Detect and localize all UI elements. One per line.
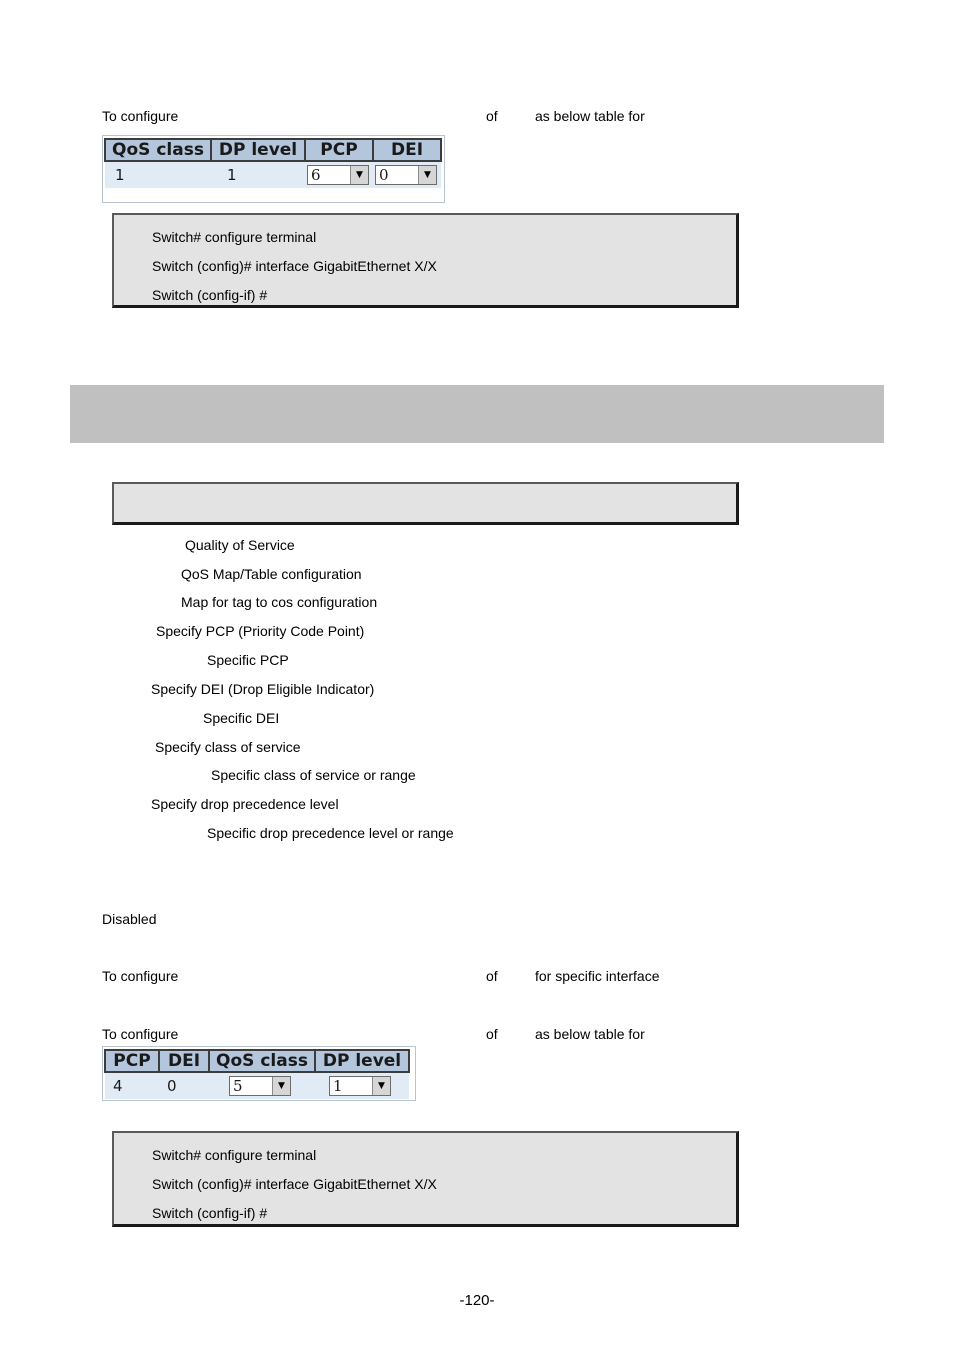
cli-example-box [112, 1131, 739, 1227]
header-dei: DEI [373, 139, 441, 161]
cli-example-box [112, 213, 739, 308]
param-description: QoS Map/Table configuration [181, 566, 362, 582]
qos-class-select[interactable] [229, 1076, 291, 1096]
intro-lead-2: To configure [102, 1026, 179, 1042]
param-description: Specify DEI (Drop Eligible Indicator) [151, 681, 375, 697]
cli-line: Switch (config-if) # [152, 1205, 268, 1221]
intro-lead-1: To configure [102, 108, 179, 124]
intro-tail-2: as below table for [535, 1026, 645, 1042]
param-description: Specify PCP (Priority Code Point) [156, 623, 365, 639]
header-dei: DEI [159, 1050, 209, 1072]
tag-to-cos-table [102, 135, 445, 203]
dei-select-value: 0 [379, 166, 389, 184]
param-description: Specific drop precedence level or range [207, 825, 454, 841]
usage-lead: To configure [102, 968, 179, 984]
header-dp-level: DP level [315, 1050, 409, 1072]
qos-class-select-value: 5 [233, 1077, 243, 1095]
table-row [105, 1072, 409, 1099]
param-description: Specific DEI [203, 710, 280, 726]
header-pcp: PCP [105, 1050, 159, 1072]
cos-to-tag-table [102, 1046, 416, 1101]
cli-line: Switch# configure terminal [152, 229, 317, 245]
cli-line: Switch (config)# interface GigabitEthernet X/X [152, 258, 437, 274]
cell-dei: 0 [159, 1072, 209, 1099]
cli-line: Switch (config-if) # [152, 287, 268, 303]
intro-tail-1: as below table for [535, 108, 645, 124]
dp-level-select-value: 1 [333, 1077, 343, 1095]
command-syntax-box [112, 482, 739, 525]
page-number: -120- [459, 1292, 495, 1309]
dei-select[interactable] [375, 165, 437, 185]
usage-tail: for specific interface [535, 968, 660, 984]
header-qos-class: QoS class [209, 1050, 315, 1072]
cli-line: Switch# configure terminal [152, 1147, 317, 1163]
header-pcp: PCP [305, 139, 373, 161]
dp-level-select[interactable] [329, 1076, 391, 1096]
cell-pcp: 4 [105, 1072, 159, 1099]
cell-qos-class: 1 [105, 161, 211, 188]
dropdown-arrow-icon[interactable]: ▼ [418, 166, 436, 184]
pcp-select[interactable] [307, 165, 369, 185]
default-value: Disabled [102, 911, 157, 927]
pcp-select-value: 6 [311, 166, 321, 184]
param-description: Quality of Service [185, 537, 295, 553]
cell-dp-level: 1 [211, 161, 305, 188]
intro-of-2: of [486, 1026, 498, 1042]
dropdown-arrow-icon[interactable]: ▼ [372, 1077, 390, 1095]
dropdown-arrow-icon[interactable]: ▼ [350, 166, 368, 184]
param-description: Specify class of service [155, 739, 301, 755]
table-row [105, 161, 441, 188]
cli-line: Switch (config)# interface GigabitEthernet X/X [152, 1176, 437, 1192]
header-qos-class: QoS class [105, 139, 211, 161]
dropdown-arrow-icon[interactable]: ▼ [272, 1077, 290, 1095]
param-description: Map for tag to cos configuration [181, 594, 378, 610]
header-dp-level: DP level [211, 139, 305, 161]
param-description: Specific class of service or range [211, 767, 416, 783]
param-description: Specify drop precedence level [151, 796, 339, 812]
usage-of: of [486, 968, 498, 984]
section-heading-band [70, 385, 884, 443]
param-description: Specific PCP [207, 652, 289, 668]
intro-of-1: of [486, 108, 498, 124]
